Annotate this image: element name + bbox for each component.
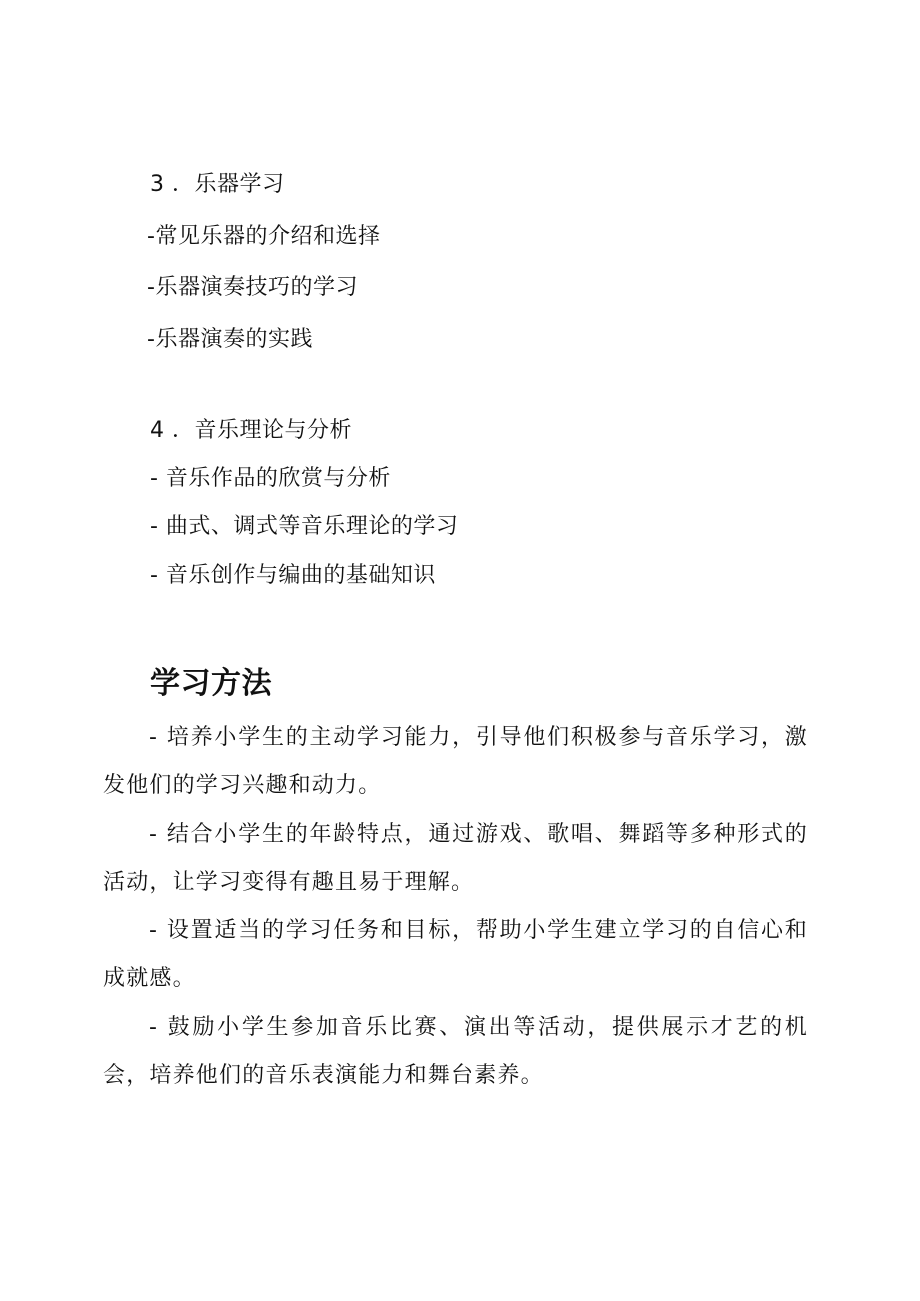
section-3-item: -常见乐器的介绍和选择	[147, 224, 381, 249]
section-4-item: - 曲式、调式等音乐理论的学习	[150, 514, 459, 539]
section-4-title: 4 ．音乐理论与分析	[150, 418, 352, 443]
methods-heading: 学习方法	[150, 666, 272, 701]
section-3-item: -乐器演奏技巧的学习	[147, 275, 358, 300]
methods-paragraph: - 结合小学生的年龄特点，通过游戏、歌唱、舞蹈等多种形式的活动，让学习变得有趣且易于理解。	[103, 822, 808, 895]
methods-paragraph: - 鼓励小学生参加音乐比赛、演出等活动，提供展示才艺的机会，培养他们的音乐表演能力和舞台素养。	[103, 1015, 808, 1088]
methods-paragraph: - 设置适当的学习任务和目标，帮助小学生建立学习的自信心和成就感。	[103, 918, 808, 991]
section-3-item: -乐器演奏的实践	[147, 327, 313, 352]
methods-paragraph: - 培养小学生的主动学习能力，引导他们积极参与音乐学习，激发他们的学习兴趣和动力。	[103, 725, 808, 798]
section-3-title: 3 ．乐器学习	[150, 172, 285, 197]
section-4-item: - 音乐作品的欣赏与分析	[150, 466, 391, 491]
section-4-item: - 音乐创作与编曲的基础知识	[150, 563, 436, 588]
